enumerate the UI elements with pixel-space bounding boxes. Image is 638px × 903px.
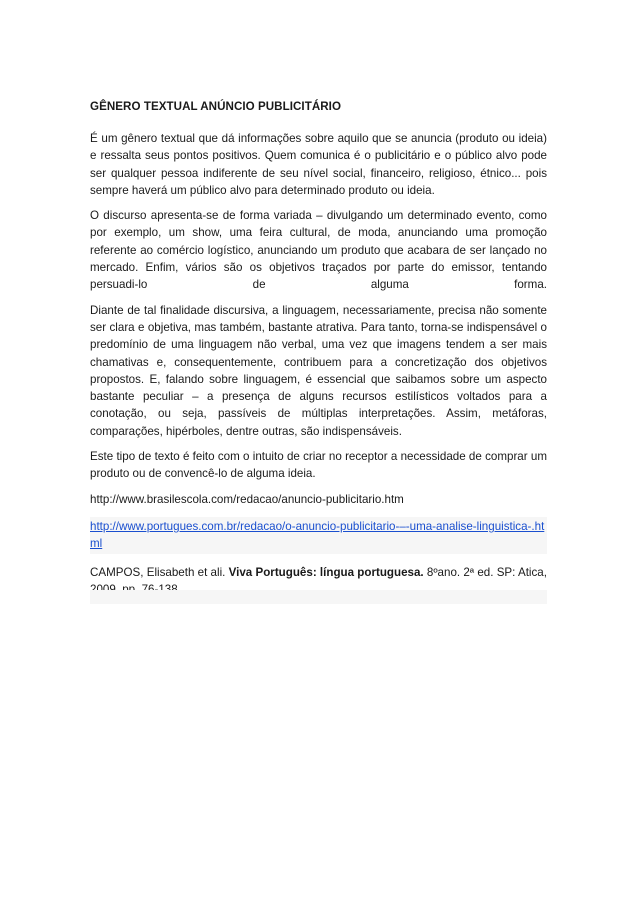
- reference-details: 8ºano. 2ª ed. SP: Atica,: [426, 565, 547, 579]
- paragraph-discourse: O discurso apresenta-se de forma variada – divulgando um determinado evento, como por exemplo, um show, uma feira cultural, de moda, anunciando uma promoção referente ao comércio logístico, anunciando um produto que acabara de ser lançado no mercado. Enfim, vários são os objetivos traçados por parte do emissor, tentando persuadi-lo de alguma forma.: [90, 209, 547, 292]
- document-title: GÊNERO TEXTUAL ANÚNCIO PUBLICITÁRIO: [90, 100, 342, 113]
- paragraph-language: Diante de tal finalidade discursiva, a linguagem, necessariamente, precisa não somente ser clara e objetiva, mas também, bastante atrativa. Para tanto, torna-se indispensável o predomínio de uma linguagem não verbal, uma vez que imagens tendem a ser mais chamativas e, consequentemente, contribuem para a concretização dos objetivos propostos. E, falando sobre linguagem, é essencial que saibamos sobre um aspecto bastante peculiar – a presença de alguns recursos estilísticos voltados para a conotação, ou seja, passíveis de múltiplas interpretações. Assim, metáforas, comparações, hipérboles, dentre outras, são indispensáveis.: [90, 303, 547, 438]
- paragraph-definition: É um gênero textual que dá informações sobre aquilo que se anuncia (produto ou ideia) e ressalta seus pontos positivos. Quem comunica é o publicitário e o público alvo pode ser qualquer pessoa indiferente de seu nível social, financeiro, religioso, étnico... pois sempre haverá um público alvo para determinado produto ou ideia.: [90, 132, 547, 197]
- shaded-band: [90, 590, 547, 604]
- paragraph-purpose: Este tipo de texto é feito com o intuito de criar no receptor a necessidade de comprar um produto ou de convencê-lo de alguma ideia.: [90, 450, 547, 481]
- source-url-brasilescola: http://www.brasilescola.com/redacao/anuncio-publicitario.htm: [90, 492, 404, 506]
- link-box: [90, 517, 547, 554]
- reference-book-title: Viva Português: língua portuguesa.: [228, 565, 424, 579]
- document-body: [90, 98, 547, 598]
- reference-authors: CAMPOS, Elisabeth et ali.: [90, 565, 229, 579]
- source-link-portugues[interactable]: http://www.portugues.com.br/redacao/o-anuncio-publicitario-–-uma-analise-linguistica-.html: [90, 519, 545, 551]
